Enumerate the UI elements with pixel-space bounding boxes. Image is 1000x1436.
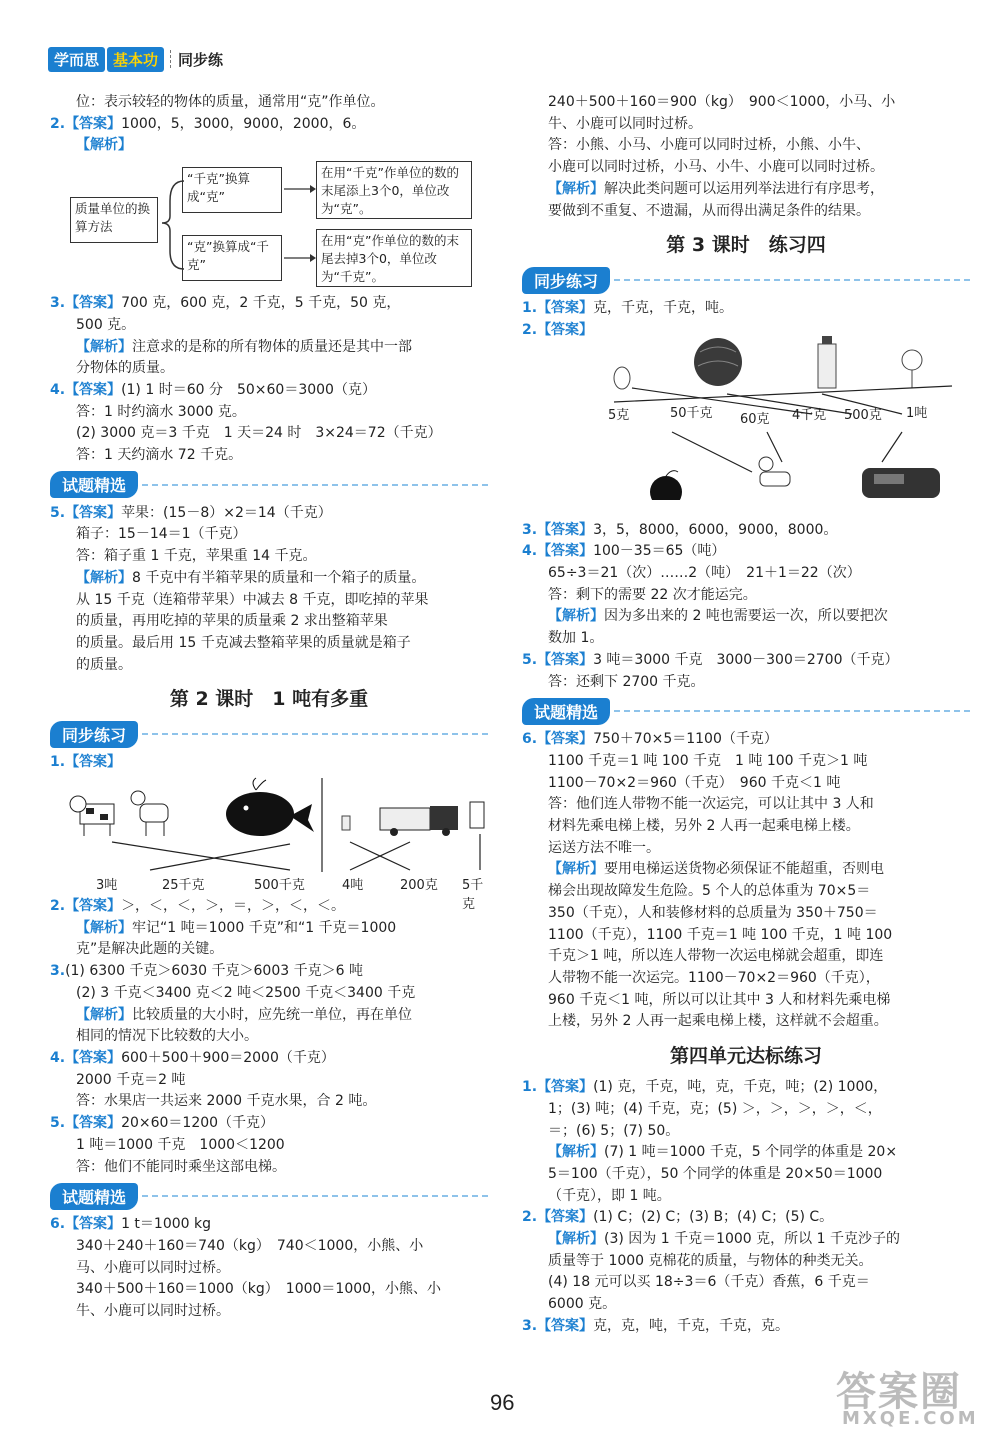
text-span: 【答案】 [65, 115, 122, 132]
text-span: 3 吨＝3000 千克 3000－300＝2700（千克） [593, 651, 899, 668]
text-span: 4. [50, 381, 66, 398]
text-span: (1) 克，千克，吨，克，千克，吨；(2) 1000， [593, 1079, 888, 1096]
bottle-icon [818, 336, 836, 388]
text-span: 1 吨＝1000 千克 1000＜1200 [76, 1136, 285, 1153]
match-label: 25千克 [162, 878, 205, 894]
text-span: 要做到不重复、不遗漏，从而得出满足条件的结果。 [548, 202, 870, 219]
text-span: 【答案】 [65, 898, 122, 915]
text-span: 人带物不能一次运完。1100－70×2＝960（千克）， [548, 969, 880, 986]
text-span: 【解析】 [548, 608, 604, 625]
section-banner [50, 471, 488, 499]
text-line [50, 1113, 488, 1135]
text-span: 试题精选 [50, 1183, 138, 1210]
lesson-title: 第 2 课时 1 吨有多重 [169, 688, 369, 711]
text-span: 1. [522, 300, 538, 317]
text-span: 的质量。 [76, 656, 132, 673]
text-span: 6000 克。 [548, 1296, 617, 1313]
text-span: 牢记“1 吨＝1000 千克”和“1 千克＝1000 [132, 919, 397, 936]
text-span: 答：水果店一共运来 2000 千克水果，合 2 吨。 [76, 1093, 377, 1110]
text-span: 箱子：15－14＝1（千克） [76, 526, 247, 543]
text-line [522, 298, 970, 320]
text-span: 注意求的是称的所有物体的质量还是其中一部 [132, 338, 412, 355]
text-span: 1. [50, 754, 66, 771]
text-span: 1100－70×2＝960（千克） 960 千克＜1 吨 [548, 774, 841, 791]
apple-icon [650, 470, 682, 499]
text-span: 上楼，另外 2 人再一起乘电梯上楼，这样就不会超重。 [548, 1013, 888, 1030]
text-span: (1) 1 时＝60 分 50×60＝3000（克） [121, 381, 376, 398]
text-line [522, 1316, 970, 1338]
text-span: 材料先乘电梯上楼，另外 2 人再一起乘电梯上楼。 [548, 818, 860, 835]
text-line [522, 650, 970, 672]
text-line [522, 1142, 970, 1164]
animal-truck-illustration [50, 774, 488, 874]
text-line [50, 135, 488, 157]
text-line [50, 1005, 488, 1027]
text-span: （千克），即 1 吨。 [548, 1187, 671, 1204]
diagram-box-g-to-kg: “克”换算成“千克” [182, 235, 282, 281]
match-label: 5克 [608, 407, 630, 423]
text-span: 质量等于 1000 克棉花的质量，与物体的种类无关。 [548, 1252, 873, 1269]
text-span: 【解析】 [76, 1006, 132, 1023]
whale-icon [226, 778, 314, 836]
section-banner [50, 720, 488, 748]
diagram-box-kg-to-g: “千克”换算成“克” [182, 167, 282, 213]
text-span: 【解析】 [76, 919, 132, 936]
text-span: 【解析】 [548, 1231, 604, 1248]
text-span: 1100（千克），1100 千克＝1 吨 100 千克，1 吨 100 [548, 926, 893, 943]
section-banner [522, 266, 970, 294]
text-span: 500 克。 [76, 316, 136, 333]
text-span: 相同的情况下比较数的大小。 [76, 1028, 258, 1045]
text-line [522, 1229, 970, 1251]
text-line [522, 606, 970, 628]
text-span: 3. [50, 295, 66, 312]
text-span: 千克＞1 吨，所以连人带物一次运电梯就会超重，即连 [548, 948, 884, 965]
text-span: 因为多出来的 2 吨也需要运一次，所以要把次 [604, 608, 888, 625]
page-header [48, 46, 223, 72]
text-span: 【解析】 [76, 338, 132, 355]
text-span: 【答案】 [537, 543, 594, 560]
text-span: 2. [50, 898, 66, 915]
text-line [50, 752, 488, 774]
analysis-tag: 【解析】 [76, 137, 132, 154]
text-span: 比较质量的大小时，应先统一单位，再在单位 [132, 1006, 412, 1023]
text-span: ＝；(6) 5；(7) 50。 [548, 1122, 680, 1139]
match-label: 5千克 [462, 878, 484, 913]
text-line [522, 1077, 970, 1099]
match-label: 500千克 [254, 878, 305, 894]
text-span: 答：他们连人带物不能一次运完，可以让其中 3 人和 [548, 796, 874, 813]
text-span: 3. [522, 521, 538, 538]
watermark-logo: 答案圈 [836, 1369, 962, 1415]
text-line [50, 961, 488, 983]
text-span: 同步练习 [50, 721, 138, 748]
text-span: 牛、小鹿可以同时过桥。 [548, 115, 702, 132]
text-span: 克，克，吨，千克，千克，克。 [593, 1317, 790, 1334]
text-span: 要用电梯运送货物必须保证不能超重，否则电 [604, 861, 884, 878]
watermelon-icon [694, 338, 742, 386]
text-span: (2) 3000 克＝3 千克 1 天＝24 时 3×24＝72（千克） [76, 425, 442, 442]
text-line [522, 729, 970, 751]
text-span: 340＋240＋160＝740（kg） 740＜1000，小熊、小 [76, 1237, 424, 1254]
text-line: 位：表示较轻的物体的质量，通常用“克”作单位。 [76, 94, 385, 110]
text-span: 【答案】 [537, 321, 594, 338]
text-span: 的质量，再用吃掉的苹果的质量乘 2 求出整箱苹果 [76, 613, 388, 630]
question-2 [50, 114, 488, 136]
page-number: 96 [490, 1390, 515, 1415]
diagram-main-box: 质量单位的换算方法 [70, 197, 158, 243]
text-span: 克”是解决此题的关键。 [76, 941, 224, 958]
text-span: 8 千克中有半箱苹果的质量和一个箱子的质量。 [132, 569, 426, 586]
text-span: 【答案】 [65, 1115, 122, 1132]
match-label: 200克 [400, 878, 438, 894]
text-span: 【解析】 [76, 569, 132, 586]
text-line [50, 503, 488, 525]
section-banner [50, 1182, 488, 1210]
match-label: 4吨 [342, 878, 364, 894]
text-span: 小鹿可以同时过桥，小马、小牛、小鹿可以同时过桥。 [548, 159, 884, 176]
cup-icon [342, 816, 350, 830]
lesson-title: 第 3 课时 练习四 [666, 234, 826, 257]
text-span: 100－35＝65（吨） [593, 543, 726, 560]
text-span: 答：1 天约滴水 72 千克。 [76, 447, 243, 464]
car-icon [862, 468, 940, 498]
header-subtitle: 同步练 [178, 50, 224, 69]
text-span: 240＋500＋160＝900（kg） 900＜1000，小马、小 [548, 94, 896, 110]
diagram-rule-2: 在用“克”作单位的数的末尾去掉3个0，单位改为“千克”。 [316, 229, 472, 287]
text-line [50, 568, 488, 590]
text-span: 750＋70×5＝1100（千克） [593, 731, 778, 748]
text-span: (1) 6300 千克＞6030 千克＞6003 千克＞6 吨 [65, 963, 363, 980]
text-span: 【答案】 [65, 504, 122, 521]
section-banner [522, 697, 970, 725]
text-span: 1 t＝1000 kg [121, 1216, 211, 1233]
text-span: 1. [522, 1079, 538, 1096]
text-line [50, 293, 488, 315]
text-span: 【答案】 [537, 731, 594, 748]
text-span: 【答案】 [537, 521, 594, 538]
text-span: 5. [522, 651, 538, 668]
text-span: 从 15 千克（连箱带苹果）中减去 8 千克，即吃掉的苹果 [76, 591, 429, 608]
diagram-rule-1: 在用“千克”作单位的数的末尾添上3个0，单位改为“克”。 [316, 161, 472, 219]
lesson-title: 第四单元达标练习 [669, 1045, 822, 1068]
lollipop-icon [902, 350, 922, 388]
text-span: 【答案】 [537, 1209, 594, 1226]
text-span: 350（千克），人和装修材料的总质量为 350＋750＝ [548, 904, 878, 921]
text-span: 【解析】 [548, 1144, 604, 1161]
text-span: 4. [50, 1049, 66, 1066]
text-span: 答：剩下的需要 22 次才能运完。 [548, 586, 757, 603]
text-span: 960 千克＜1 吨，所以可以让其中 3 人和材料先乘电梯 [548, 991, 891, 1008]
text-span: 【答案】 [65, 295, 122, 312]
text-line [50, 918, 488, 940]
text-span: 3. [50, 963, 66, 980]
text-span: 700 克，600 克，2 千克，5 千克，50 克， [121, 295, 401, 312]
text-span: 【答案】 [65, 1049, 122, 1066]
match-label: 500克 [844, 407, 882, 423]
text-span: 数加 1。 [548, 630, 604, 647]
match-label: 3吨 [96, 878, 118, 894]
text-span: 同步练习 [522, 267, 610, 294]
conversion-diagram [50, 161, 488, 289]
text-span: 解决此类问题可以运用列举法进行有序思考， [604, 180, 884, 197]
text-span: 苹果：(15－8）×2＝14（千克） [121, 504, 332, 521]
text-span: 答：箱子重 1 千克，苹果重 14 千克。 [76, 548, 317, 565]
text-span: 答：还剩下 2700 千克。 [548, 673, 705, 690]
text-span: 2000 千克＝2 吨 [76, 1071, 186, 1088]
cow-icon [70, 796, 114, 836]
text-span: 马、小鹿可以同时过桥。 [76, 1259, 230, 1276]
text-span: 答：小熊、小马、小鹿可以同时过桥，小熊、小牛、 [548, 137, 870, 154]
right-column [522, 92, 970, 1338]
text-span: 运送方法不唯一。 [548, 839, 660, 856]
text-span: 65÷3＝21（次）……2（吨） 21＋1＝22（次） [548, 565, 861, 582]
header-divider [170, 50, 172, 68]
bottle-icon [470, 802, 484, 828]
text-span: 6. [50, 1216, 66, 1233]
text-span: 【答案】 [65, 1216, 122, 1233]
text-line [522, 520, 970, 542]
diagram-arrows [282, 161, 316, 289]
text-span: 答：他们不能同时乘坐这部电梯。 [76, 1158, 286, 1175]
left-column [50, 92, 488, 1323]
text-span: 克，千克，千克，吨。 [593, 300, 734, 317]
text-line [522, 859, 970, 881]
text-span: 试题精选 [50, 471, 138, 498]
text-span: 答：1 时约滴水 3000 克。 [76, 403, 246, 420]
text-span: 600＋500＋900＝2000（千克） [121, 1049, 335, 1066]
text-span: 梯会出现故障发生危险。5 个人的总体重为 70×5＝ [548, 883, 871, 900]
brand-logo-2: 基本功 [107, 47, 164, 72]
text-span: 分物体的质量。 [76, 360, 174, 377]
text-line [50, 380, 488, 402]
text-span: 340＋500＋160＝1000（kg） 1000＝1000，小熊、小 [76, 1281, 442, 1298]
text-span: 20×60＝1200（千克） [121, 1115, 275, 1132]
text-span: 2. [50, 115, 66, 132]
text-span: 5. [50, 1115, 66, 1132]
text-span: 【答案】 [537, 300, 594, 317]
text-span: 2. [522, 321, 538, 338]
text-line [50, 1048, 488, 1070]
egg-icon [614, 367, 630, 389]
text-span: (3) 因为 1 千克＝1000 克，所以 1 千克沙子的 [604, 1231, 900, 1248]
text-span: (4) 18 元可以买 18÷3＝6（千克）香蕉，6 千克＝ [548, 1274, 870, 1291]
text-span: (1) C；(2) C；(3) B；(4) C；(5) C。 [593, 1209, 834, 1226]
text-span: 2. [522, 1209, 538, 1226]
text-span: 【答案】 [537, 651, 594, 668]
text-span: 4. [522, 543, 538, 560]
text-span: (7) 1 吨＝1000 千克，5 个同学的体重是 20× [604, 1144, 898, 1161]
text-span: 【答案】 [65, 754, 122, 771]
text-line [522, 541, 970, 563]
brand-logo: 学而思 [48, 47, 105, 72]
text-line [50, 896, 488, 918]
text-span: 1；(3) 吨；(4) 千克，克；(5) ＞，＞，＞，＞，＜， [548, 1100, 882, 1117]
text-line [522, 1207, 970, 1229]
text-span: 3. [522, 1317, 538, 1334]
text-span: 【答案】 [65, 381, 122, 398]
text-span: ＞，＜，＜，＞，＝，＞，＜，＜。 [121, 898, 346, 915]
match-label: 1吨 [906, 405, 928, 421]
truck-icon [380, 806, 458, 836]
text-line [50, 337, 488, 359]
match-label: 60克 [740, 411, 770, 427]
text-span: 【解析】 [548, 861, 604, 878]
text-span: 【答案】 [537, 1079, 594, 1096]
text-span: 【解析】 [548, 180, 604, 197]
match-label: 4千克 [792, 407, 827, 423]
text-span: 牛、小鹿可以同时过桥。 [76, 1303, 230, 1320]
watermark-url: MXQE.COM [842, 1408, 979, 1429]
text-span: 5＝100（千克），50 个同学的体重是 20×50＝1000 [548, 1165, 883, 1182]
text-span: 6. [522, 731, 538, 748]
text-span: 试题精选 [522, 698, 610, 725]
text-span: 3，5，8000，6000，9000，8000。 [593, 521, 838, 538]
match-label: 50千克 [670, 405, 713, 421]
text-span: 1100 千克＝1 吨 100 千克 1 吨 100 千克＞1 吨 [548, 752, 868, 769]
goat-icon [131, 791, 168, 836]
text-span: (2) 3 千克＜3400 克＜2 吨＜2500 千克＜3400 千克 [76, 984, 416, 1001]
text-line [522, 179, 970, 201]
matching-picture-2 [522, 342, 970, 520]
text-line [50, 1214, 488, 1236]
text-span: 5. [50, 504, 66, 521]
text-span: 【答案】 [537, 1317, 594, 1334]
text-span: 1000，5，3000，9000，2000，6。 [121, 115, 366, 132]
deer-icon [759, 457, 790, 486]
text-span: 的质量。最后用 15 千克减去整箱苹果的质量就是箱子 [76, 634, 411, 651]
